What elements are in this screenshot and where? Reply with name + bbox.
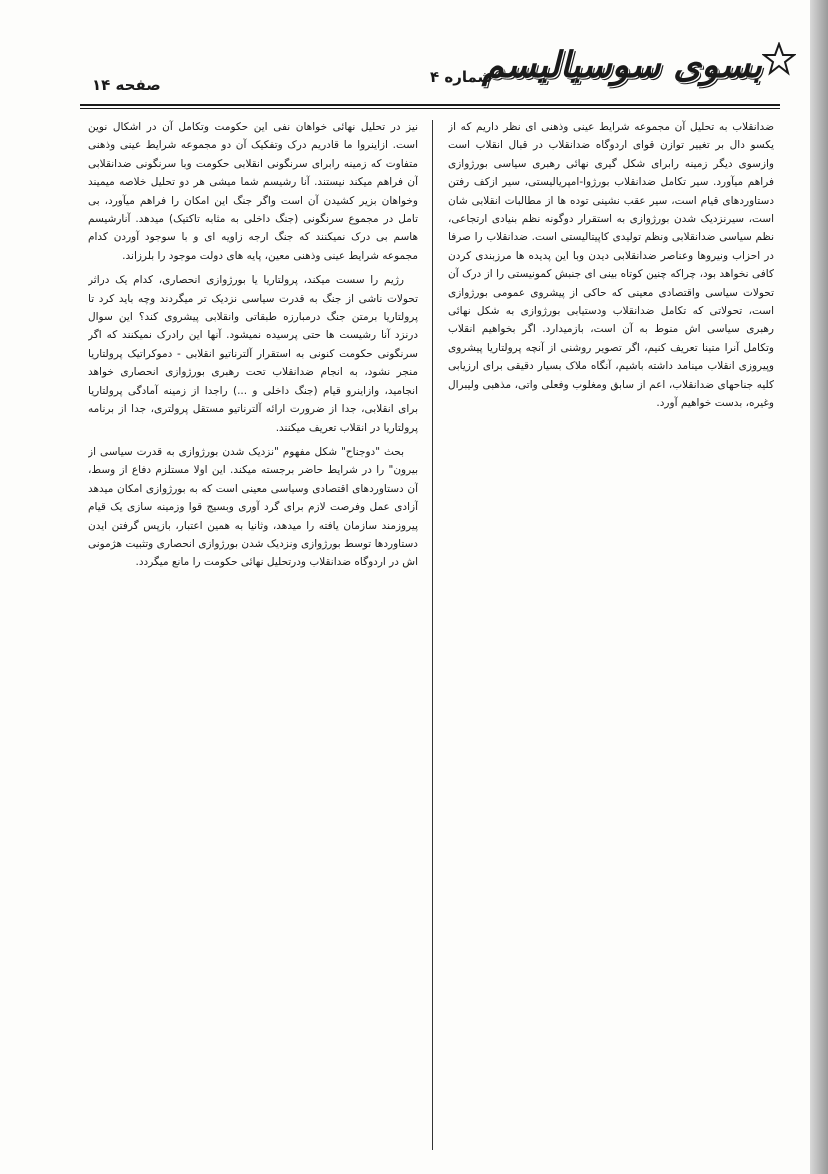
masthead-title: بسوی سوسیالیسم	[481, 44, 762, 86]
page-number: صفحه ۱۴	[92, 76, 161, 94]
header-rule-thin	[80, 108, 780, 109]
right-column	[448, 118, 774, 1148]
scan-edge-shadow	[810, 0, 828, 1174]
header-rule	[80, 104, 780, 106]
paragraph: بحث "دوجناح" شکل مفهوم "نزدیک شدن بورژوازی به قدرت سیاسی از بیرون" را در شرایط حاضر برجسته میکند. این اولا مستلزم دفاع از وسط، آن دستاوردهای اقتصادی وسیاسی معینی است که به بورژوازی امکان میدهد آزادی عمل وفرصت لازم برای گرد آوری وبسیج قوا وزمینه سازی یک قیام پیروزمند سازمان یافته را میدهد، وثانیا به همین اعتبار، بازپس گرفتن ایدن دستاوردها توسط بورژوازی ونزدیک شدن بورژوازی انحصاری وتثبیت هژمونی اش در اردوگاه ضدانقلاب ودرتحلیل نهائی حکومت را مانع میگردد.	[88, 445, 418, 569]
paragraph: نیز در تحلیل نهائی خواهان نفی این حکومت وتکامل آن در اشکال نوین است. ازاینروا ما قادریم درک وتفکیک آن دو مجموعه شرایط عینی وذهنی متفاوت که زمینه رابرای سرنگونی انقلابی حکومت وبا سرنگونی ضدانقلابی آن فراهم میکند نیستند. آنا رشیسم شما میشی هر دو تحلیل خلاصه میمیند وخواهان بزیر کشیدن آن است واگر جنگ این امکان را فراهم میآورد، بی تامل در مجموع سرنگونی (جنگ داخلی به مثابه تاکتیک) میدهد. آنارشیسم هاسم بی درک نمیکنند که جنگ ارجه زاویه ای و با سوجود آوردن کدام مجموعه شرایط عینی وذهنی معین، پایه های دولت موجود را بلرزاند.	[88, 121, 418, 262]
page-header	[80, 40, 780, 100]
left-column	[88, 118, 418, 1148]
paragraph: رژیم را سست میکند، پرولتاریا یا بورژوازی انحصاری، کدام یک دراثر تحولات ناشی از جنگ به قدرت سیاسی نزدیک تر میگردند وچه باید کرد تا پرولتاریا برمتن جنگ درمبارزه طبقاتی وانقلابی پیشروی کند؟ این سوال درنزد آنا رشیست ها حتی پرسیده نمیشود. آنها این رادرک نمیکنند که اگر سرنگونی حکومت کنونی به استقرار آلترناتیو انقلابی - دموکراتیک پرولتاریا منجر نشود، به انجام ضدانقلاب تحت رهبری بورژوازی انحصاری خواهد انجامید، وازاینرو قیام (جنگ داخلی و ...) راجدا از زمینه آمادگی پرولتاریا برای انقلابی، جدا از ضرورت ارائه آلترناتیو مستقل پرولتری، جدا از برنامه پرولتاریا در انقلاب تعریف میکنند.	[88, 274, 418, 434]
column-divider	[432, 120, 433, 1150]
issue-number: شماره ۴	[430, 68, 493, 86]
paragraph: ضدانقلاب به تحلیل آن مجموعه شرایط عینی وذهنی ای نظر داریم که از یکسو دال بر تغییر توازن قوای اردوگاه ضدانقلاب در قبال انقلاب است وازسوی دیگر زمینه رابرای شکل گیری نهائی رهبری سیاسی بورژوازی فراهم میآورد. سیر تکامل ضدانقلاب بورژوا-امپریالیستی، سیر ازکف رفتن دستاوردهای قیام است، سیر عقب نشینی توده ها از مطالبات انقلابی شان است، سیرنزدیک شدن بورژوازی به استقرار دوگونه نظم بنیادی ارتجاعی، نظم سیاسی ضدانقلابی ونظم تولیدی کاپیتالیستی است. ضدانقلاب را صرفا در احزاب ونیروها وعناصر ضدانقلابی دیدن وبا این پدیده ها مرزبندی کردن کافی نخواهد بود، چراکه چنین کوتاه بینی ای جنبش کمونیستی را از درک آن تحولات سیاسی واقتصادی معینی که حاکی از پیشروی عمومی بورژوازی است، تحولاتی که تکامل ضدانقلاب ودستیابی بورژوازی به شکل نهائی رهبری سیاسی اش منوط به آن است، بازمیدارد. اگر بخواهیم انقلاب وتکامل آنرا متینا تعریف کنیم، اگر تصویر روشنی از آنچه پرولتاریا پیشروی وپیروزی انقلاب مینامد داشته باشیم، آنگاه ملاک بسیار دقیقی برای ارزیابی کلیه جناحهای ضدانقلاب، اعم از سابق ومغلوب وفعلی واتی، مذهبی ولیبرال وغیره، بدست خواهیم آورد.	[448, 121, 774, 410]
star-icon	[762, 42, 796, 76]
